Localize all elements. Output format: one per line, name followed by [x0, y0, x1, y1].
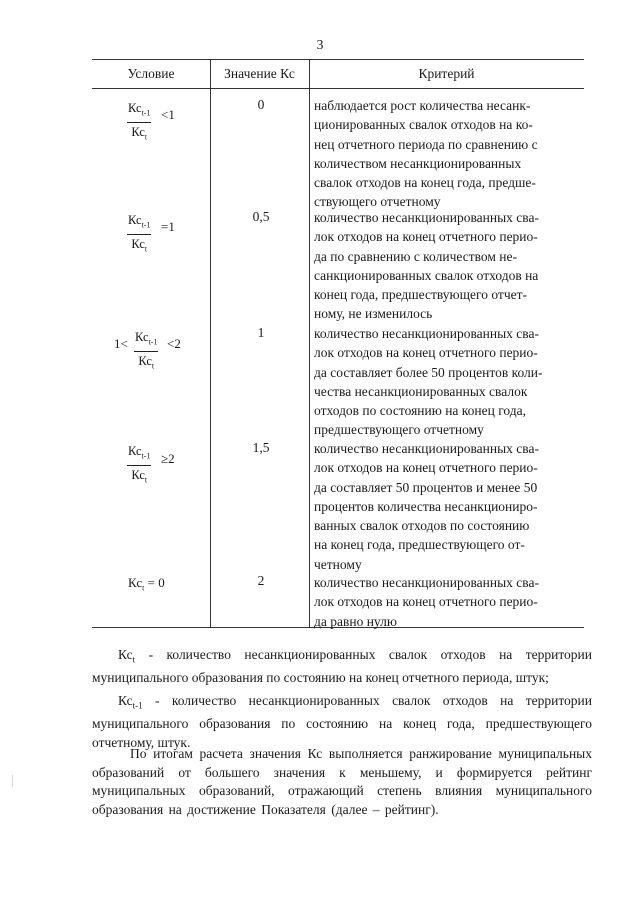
condition-relation: =1	[161, 219, 175, 234]
condition-fraction: $Кс_{t-1}$ $Кс_t$	[128, 101, 151, 141]
value-cell: 1,5	[252, 440, 270, 455]
definition-kc-t: $Кс_t$ - количество несанкционированных свалок отходов на территории муниципального образования по состоянию на конец отчетного периода, штук;	[92, 647, 592, 686]
criteria-cell: количество несанкционированных сва- лок отходов на конец отчетного перио- да по сравнению с количеством не- санкционированных свалок отходов на конец года, предшествующего отчет- ному, не изменилось	[314, 210, 539, 322]
header-value: Значение Кс	[224, 66, 295, 81]
header-criteria: Критерий	[418, 66, 475, 81]
criteria-cell: количество несанкционированных сва- лок отходов на конец отчетного перио- да составляет более 50 процентов коли- чества несанкционированных свалок отходов по состоянию на конец года, предшествующего отчетному	[314, 326, 543, 438]
page-number: 3	[316, 38, 324, 53]
condition-expression: $Кс_t = 0$	[128, 575, 165, 593]
condition-relation: <1	[161, 107, 175, 122]
condition-fraction: $Кс_{t-1}$ $Кс_t$	[135, 330, 158, 370]
header-condition: Условие	[127, 66, 175, 81]
column-divider-1	[210, 59, 211, 627]
criteria-cell: количество несанкционированных сва- лок отходов на конец отчетного перио- да составляет 50 процентов и менее 50 процентов количества несанкциониро- ванных свалок отходов по состоянию на конец года, предшествующего от- четному	[314, 441, 539, 572]
condition-fraction: $Кс_{t-1}$ $Кс_t$	[128, 213, 151, 253]
condition-relation: ≥2	[161, 451, 175, 466]
condition-relation: <2	[167, 336, 181, 351]
ranking-paragraph: По итогам расчета значения Кс выполняется ранжирование муниципальных образований от большего значения к меньшему, и формируется рейтинг муниципальных образований, отражающий степень влияния муниципального образования на достижение Показателя (далее – рейтинг).	[92, 746, 592, 817]
value-cell: 0,5	[252, 209, 270, 224]
definition-kc-t-1: $Кс_{t-1}$ - количество несанкционированных свалок отходов на территории муниципального образования по состоянию на конец года, предшествующего отчетному, штук.	[92, 693, 592, 750]
scan-mark	[12, 775, 13, 787]
value-cell: 0	[257, 97, 265, 112]
value-cell: 2	[257, 573, 265, 588]
table-top-border	[92, 59, 584, 60]
table-header-border	[92, 88, 584, 89]
condition-left-bound: 1<	[114, 336, 128, 351]
column-divider-2	[309, 59, 310, 627]
condition-fraction: $Кс_{t-1}$ $Кс_t$	[128, 444, 151, 484]
value-cell: 1	[257, 325, 265, 340]
criteria-cell: наблюдается рост количества несанк- ционированных свалок отходов на ко- нец отчетного периода по сравнению с количеством несанкционированных свалок отходов на конец года, предше- ствующего отчетному	[314, 98, 538, 210]
criteria-cell: количество несанкционированных сва- лок отходов на конец отчетного перио- да равно нулю	[314, 575, 539, 629]
